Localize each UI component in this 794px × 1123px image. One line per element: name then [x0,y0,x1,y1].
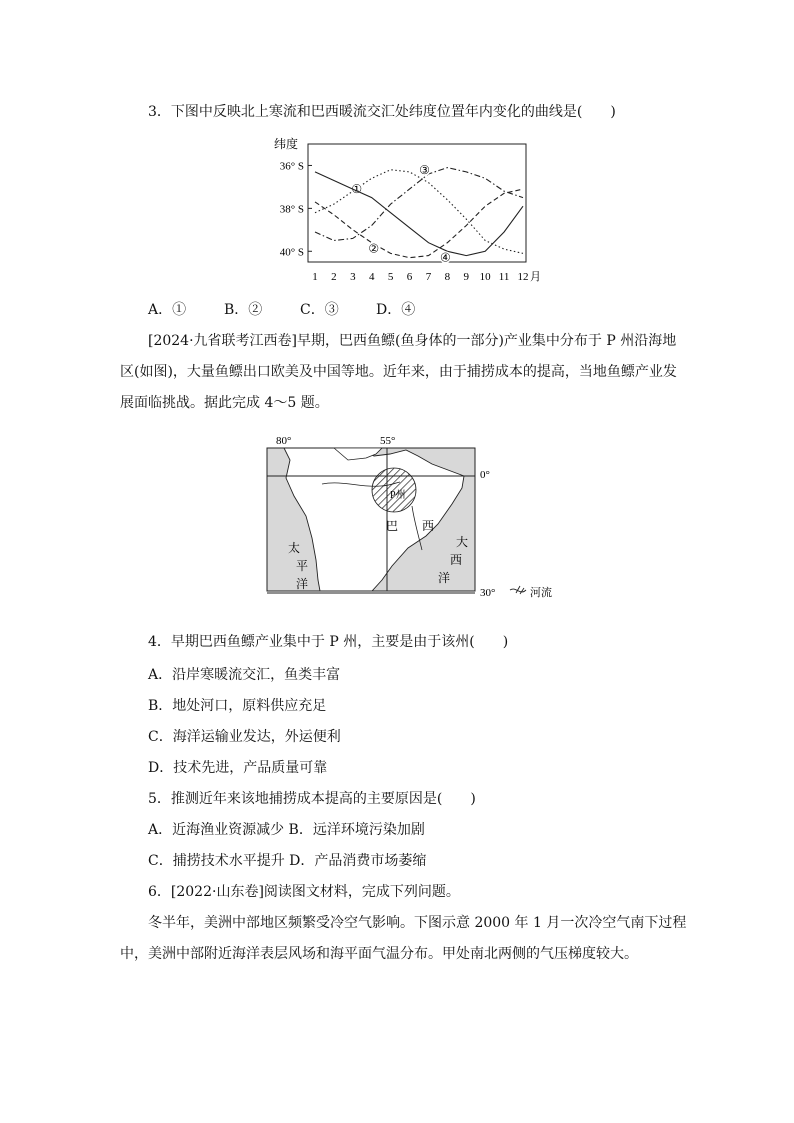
q4-option-c[interactable]: C．海洋运输业发达，外运便利 [148,729,341,745]
x-tick-label: 4 [368,271,375,283]
y-tick-label: 38° S [279,203,304,216]
y-tick-label: 40° S [279,246,304,259]
lat-label-0: 0° [480,469,490,481]
q3-choice-a[interactable]: A．① [148,302,187,318]
lat-label-30: 30° [480,587,496,599]
x-tick-label: 6 [406,271,413,283]
passage-line-2: 区(如图)，大量鱼鳔出口欧美及中国等地。近年来，由于捕捞成本的提高，当地鱼鳔产业发 [120,364,677,380]
x-tick-label: 1 [312,271,318,283]
q4-stem: 4．早期巴西鱼鳔产业集中于 P 州，主要是由于该州( ) [148,634,509,650]
p-state-label: P州 [390,490,406,501]
x-tick-label: 3 [350,271,356,283]
q4-option-a[interactable]: A．沿岸寒暖流交汇，鱼类丰富 [148,667,341,683]
x-axis-label: 月 [530,271,541,283]
series-line-3 [315,168,523,241]
q3-stem: 3．下图中反映北上寒流和巴西暖流交汇处纬度位置年内变化的曲线是( ) [148,104,616,120]
river-legend-label: 河流 [530,587,552,599]
country-char-2: 西 [422,519,435,533]
atlantic-char-3: 洋 [438,571,451,585]
x-tick-label: 5 [387,271,394,283]
south-america-map [262,430,592,610]
atlantic-char-2: 西 [450,553,463,567]
lon-label-55: 55° [380,435,396,447]
lon-label-80: 80° [276,435,292,447]
latitude-line-chart [272,134,541,284]
q5-stem: 5．推测近年来该地捕捞成本提高的主要原因是( ) [148,791,476,807]
series-line-2 [315,189,523,258]
x-tick-label: 12 [517,271,529,283]
pacific-char-1: 太 [288,541,301,555]
series-label: ② [368,241,380,256]
q5-options-cd[interactable]: C．捕捞技术水平提升 D．产品消费市场萎缩 [148,853,427,869]
q6-stem: 6．[2022·山东卷]阅读图文材料，完成下列问题。 [148,884,460,900]
q5-options-ab[interactable]: A．近海渔业资源减少 B．远洋环境污染加剧 [148,822,425,838]
series-label: ③ [419,163,430,178]
q3-choice-c[interactable]: C．③ [300,302,339,318]
atlantic-char-1: 大 [456,535,469,549]
pacific-char-3: 洋 [296,577,309,591]
river-legend-icon [510,586,526,594]
plot-frame [308,144,526,265]
pacific-char-2: 平 [296,559,309,573]
y-tick-label: 36° S [279,160,304,173]
series-label: ① [351,182,363,197]
q6-line-2: 中，美洲中部附近海洋表层风场和海平面气温分布。甲处南北两侧的气压梯度较大。 [120,946,638,962]
x-tick-label: 9 [463,271,470,283]
x-tick-label: 7 [425,271,432,283]
q4-option-b[interactable]: B．地处河口，原料供应充足 [148,698,327,714]
passage-line-1: [2024·九省联考江西卷]早期，巴西鱼鳔(鱼身体的一部分)产业集中分布于 P 州沿海地 [148,333,677,349]
x-tick-label: 10 [479,271,491,283]
series-label: ④ [439,250,451,265]
x-tick-label: 8 [444,271,451,283]
series-line-1 [315,170,523,254]
x-tick-label: 2 [331,271,337,283]
q3-choices [148,300,415,320]
q3-choice-b[interactable]: B．② [224,302,263,318]
country-char-1: 巴 [386,519,399,533]
y-axis-label: 纬度 [274,137,299,151]
passage-line-3: 展面临挑战。据此完成 4～5 题。 [120,395,329,411]
q6-line-1: 冬半年，美洲中部地区频繁受冷空气影响。下图示意 2000 年 1 月一次冷空气南下过程 [148,915,687,931]
x-tick-label: 11 [498,271,510,283]
q4-option-d[interactable]: D．技术先进，产品质量可靠 [148,760,328,776]
q3-choice-d[interactable]: D．④ [376,302,416,318]
